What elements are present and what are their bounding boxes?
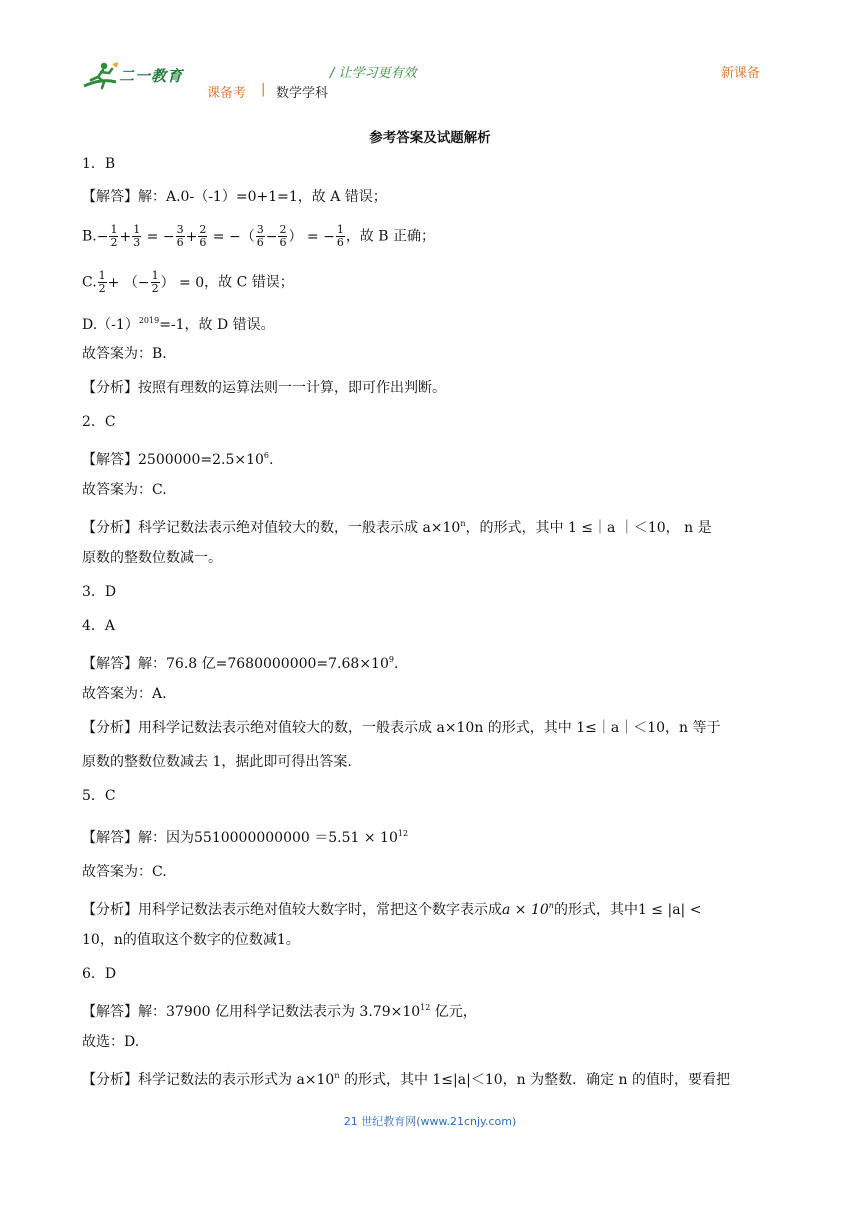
q2-solution-tail: . <box>268 452 274 468</box>
q2-analysis-exponent: n <box>460 519 466 528</box>
q1-answer: 故答案为：B. <box>82 346 167 362</box>
q1-d-text: D.（-1） <box>82 317 139 333</box>
q5-analysis-line1 <box>82 896 701 920</box>
q6-answer: 故选：D. <box>82 1034 140 1050</box>
q1-analysis: 【分析】按照有理数的运算法则一一计算，即可作出判断。 <box>82 380 446 396</box>
q5-solution <box>82 824 408 848</box>
q5-analysis-math: a × 10 <box>502 902 549 918</box>
q2-analysis-line1 <box>82 514 712 538</box>
q6-solution-text: 【解答】解：37900 亿用科学记数法表示为 3.79×10 <box>82 1004 421 1020</box>
q5-analysis-exponent: n <box>548 901 554 910</box>
q2-answer: 故答案为：C. <box>82 482 167 498</box>
header-slogan: / 让学习更有效 <box>330 66 417 81</box>
q3-number: 3．D <box>82 584 117 600</box>
q5-solution-text: 【解答】解：因为5510000000000 ＝5.51 × 10 <box>82 830 398 846</box>
q1-b-prefix: B. <box>82 228 97 245</box>
q4-solution <box>82 650 398 674</box>
q1-solution-c <box>82 270 294 295</box>
q2-solution-exponent: 6 <box>263 451 269 460</box>
page-title: 参考答案及试题解析 <box>369 130 491 146</box>
q1-d-tail: =-1，故 D 错误。 <box>159 317 275 333</box>
q2-analysis-line2: 原数的整数位数减一。 <box>82 550 222 566</box>
logo-text: 二一教育 <box>119 67 184 85</box>
q6-analysis-line1 <box>82 1066 730 1090</box>
header-new-course: 新课备 <box>721 66 761 81</box>
q4-solution-text: 【解答】解：76.8 亿=7680000000=7.68×10 <box>82 656 389 672</box>
q5-solution-exponent: 12 <box>397 829 409 838</box>
q1-number: 1．B <box>82 156 116 172</box>
q2-analysis-text-a: 【分析】科学记数法表示绝对值较大的数，一般表示成 a×10 <box>82 520 461 536</box>
q1-b-expression: − $\frac{1}{2}$ + $\frac{1}{3}$ = − $\frac{3}{6}$ + $\frac{2}{6}$ = −（ $\frac{3}{6}$ − $\frac{2}{6}$ ） = − $\frac{1}{6}$ <box>96 223 344 249</box>
q2-solution <box>82 446 273 470</box>
q5-answer: 故答案为：C. <box>82 864 167 880</box>
q2-analysis-text-b: ，的形式，其中 1 ≤｜a ｜＜10， n 是 <box>465 520 712 536</box>
page-footer: 21 世纪教育网(www.21cnjy.com) <box>343 1115 517 1128</box>
q1-c-tail: ，故 C 错误； <box>204 274 294 291</box>
q1-b-tail: ，故 B 正确； <box>345 228 436 245</box>
q5-analysis-line2: 10，n的值取这个数字的位数减1。 <box>82 932 300 948</box>
q5-analysis-text-b: 的形式，其中1 ≤ |a| < <box>553 902 702 918</box>
q1-solution-a: 【解答】解：A.0-（-1）=0+1=1，故 A 错误； <box>82 189 387 205</box>
q1-solution-d <box>82 311 275 335</box>
q2-solution-text: 【解答】2500000=2.5×10 <box>82 452 264 468</box>
q1-c-prefix: C. <box>82 274 97 291</box>
q1-solution-b <box>82 224 435 249</box>
q6-analysis-text-b: 的形式，其中 1≤|a|＜10，n 为整数．确定 n 的值时，要看把 <box>339 1072 731 1088</box>
q4-analysis-line1: 【分析】用科学记数法表示绝对值较大的数，一般表示成 a×10n 的形式，其中 1≤｜a｜＜10，n 等于 <box>82 720 721 736</box>
q2-number: 2．C <box>82 414 116 430</box>
q6-solution-tail: 亿元， <box>430 1004 477 1020</box>
q6-solution-exponent: 12 <box>420 1003 431 1012</box>
q5-number: 5．C <box>82 788 116 804</box>
header-subtitle-right: 数学学科 <box>276 86 329 101</box>
q1-c-expression: $\frac{1}{2}$ + （− $\frac{1}{2}$ ） = 0 <box>98 269 205 295</box>
header-separator: | <box>261 82 266 97</box>
q4-analysis-line2: 原数的整数位数减去 1，据此即可得出答案. <box>82 754 352 770</box>
q6-analysis-exponent: n <box>334 1071 340 1080</box>
q6-number: 6．D <box>82 966 117 982</box>
q1-d-exponent: 2019 <box>138 316 160 325</box>
q6-analysis-text-a: 【分析】科学记数法的表示形式为 a×10 <box>82 1072 335 1088</box>
q4-answer: 故答案为：A. <box>82 686 167 702</box>
q4-solution-exponent: 9 <box>388 655 394 664</box>
q5-analysis-text-a: 【分析】用科学记数法表示绝对值较大数字时，常把这个数字表示成 <box>82 902 502 918</box>
q6-solution <box>82 998 477 1022</box>
q4-solution-tail: . <box>393 656 399 672</box>
q4-number: 4．A <box>82 618 116 634</box>
page-header <box>0 0 860 110</box>
header-subtitle-left: 课备考 <box>207 86 247 101</box>
